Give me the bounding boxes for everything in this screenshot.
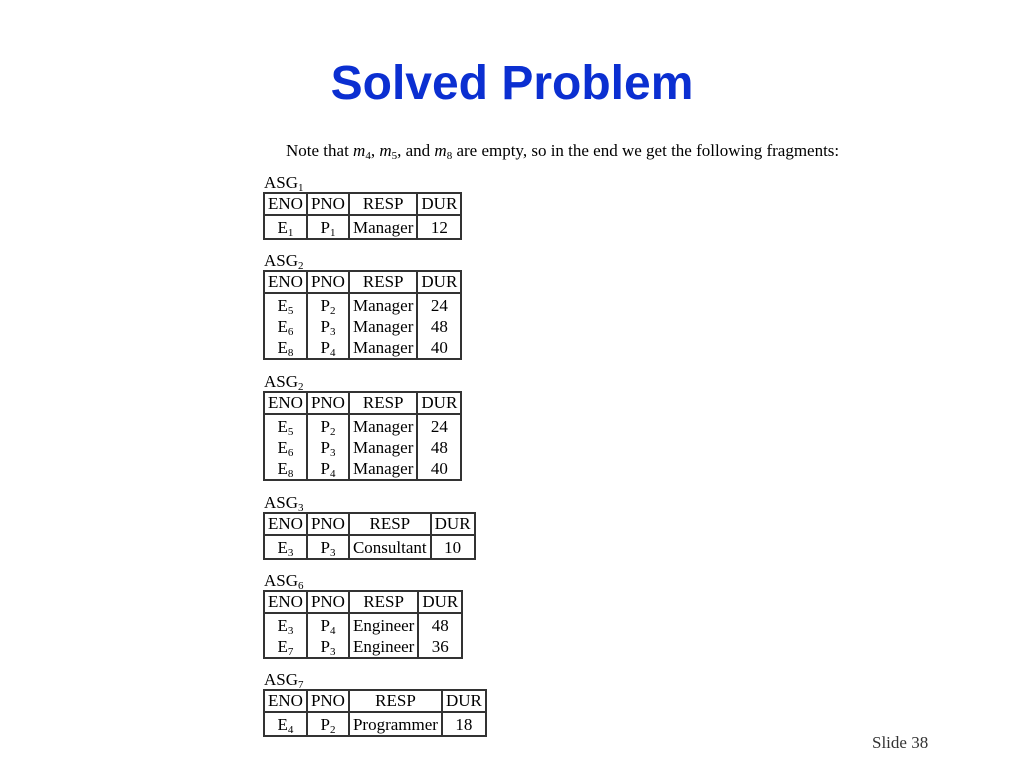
dur-cell: 24: [417, 414, 461, 437]
fragment-name: $ASG_6$: [264, 571, 304, 592]
dur-cell: 36: [418, 636, 462, 658]
fragment-table: [263, 689, 487, 737]
fragment-3: [263, 372, 462, 481]
fragment-2: [263, 251, 462, 360]
header-row: [264, 690, 486, 712]
pno-cell: $P_4$: [307, 337, 349, 359]
column-header: RESP: [349, 690, 442, 712]
pno-cell: $P_2$: [307, 293, 349, 316]
column-header: RESP: [349, 271, 417, 293]
column-header: ENO: [264, 193, 307, 215]
pno-cell: $P_2$: [307, 414, 349, 437]
dur-cell: 48: [418, 613, 462, 636]
table-row: [264, 215, 461, 239]
pno-cell: $P_4$: [307, 458, 349, 480]
resp-cell: Manager: [349, 414, 417, 437]
pno-cell: $P_3$: [307, 437, 349, 458]
column-header: DUR: [417, 392, 461, 414]
fragment-name: $ASG_2$: [264, 372, 304, 393]
eno-cell: $E_6$: [264, 437, 307, 458]
resp-cell: Engineer: [349, 613, 418, 636]
column-header: RESP: [349, 513, 431, 535]
column-header: RESP: [349, 591, 418, 613]
table-row: [264, 613, 462, 636]
column-header: ENO: [264, 392, 307, 414]
table-row: [264, 535, 475, 559]
resp-cell: Consultant: [349, 535, 431, 559]
eno-cell: $E_5$: [264, 293, 307, 316]
pno-cell: $P_4$: [307, 613, 349, 636]
column-header: RESP: [349, 392, 417, 414]
fragment-name: $ASG_7$: [264, 670, 304, 691]
dur-cell: 18: [442, 712, 486, 736]
eno-cell: $E_1$: [264, 215, 307, 239]
column-header: DUR: [442, 690, 486, 712]
note-text: Note that $m_4$, $m_5$, and $m_8$ are empty, so in the end we get the following fragments:: [286, 141, 840, 162]
column-header: DUR: [418, 591, 462, 613]
fragment-name: $ASG_3$: [264, 493, 304, 514]
resp-cell: Manager: [349, 437, 417, 458]
fragment-4: [263, 493, 476, 560]
dur-cell: 24: [417, 293, 461, 316]
column-header: ENO: [264, 591, 307, 613]
table-row: [264, 458, 461, 480]
eno-cell: $E_7$: [264, 636, 307, 658]
column-header: RESP: [349, 193, 417, 215]
eno-cell: $E_3$: [264, 535, 307, 559]
column-header: DUR: [431, 513, 475, 535]
column-header: DUR: [417, 193, 461, 215]
column-header: PNO: [307, 591, 349, 613]
dur-cell: 40: [417, 337, 461, 359]
table-row: [264, 414, 461, 437]
dur-cell: 10: [431, 535, 475, 559]
eno-cell: $E_8$: [264, 337, 307, 359]
header-row: [264, 193, 461, 215]
eno-cell: $E_3$: [264, 613, 307, 636]
table-row: [264, 636, 462, 658]
eno-cell: $E_4$: [264, 712, 307, 736]
resp-cell: Manager: [349, 316, 417, 337]
fragment-1: [263, 173, 462, 240]
fragment-table: [263, 192, 462, 240]
column-header: ENO: [264, 690, 307, 712]
resp-cell: Manager: [349, 215, 417, 239]
fragment-table: [263, 590, 463, 659]
table-row: [264, 712, 486, 736]
resp-cell: Manager: [349, 458, 417, 480]
column-header: PNO: [307, 392, 349, 414]
header-row: [264, 591, 462, 613]
fragment-name: $ASG_1$: [264, 173, 304, 194]
column-header: PNO: [307, 271, 349, 293]
dur-cell: 40: [417, 458, 461, 480]
fragment-table: [263, 270, 462, 360]
column-header: ENO: [264, 513, 307, 535]
pno-cell: $P_3$: [307, 316, 349, 337]
column-header: ENO: [264, 271, 307, 293]
dur-cell: 48: [417, 316, 461, 337]
fragment-6: [263, 670, 487, 737]
fragment-table: [263, 391, 462, 481]
resp-cell: Engineer: [349, 636, 418, 658]
eno-cell: $E_5$: [264, 414, 307, 437]
table-row: [264, 437, 461, 458]
resp-cell: Programmer: [349, 712, 442, 736]
pno-cell: $P_3$: [307, 636, 349, 658]
resp-cell: Manager: [349, 337, 417, 359]
pno-cell: $P_3$: [307, 535, 349, 559]
fragment-table: [263, 512, 476, 560]
slide-number: Slide 38: [872, 733, 929, 752]
table-row: [264, 316, 461, 337]
fragment-name: $ASG_2$: [264, 251, 304, 272]
eno-cell: $E_6$: [264, 316, 307, 337]
pno-cell: $P_2$: [307, 712, 349, 736]
eno-cell: $E_8$: [264, 458, 307, 480]
table-row: [264, 337, 461, 359]
dur-cell: 48: [417, 437, 461, 458]
fragment-5: [263, 571, 463, 659]
column-header: PNO: [307, 513, 349, 535]
column-header: PNO: [307, 193, 349, 215]
header-row: [264, 392, 461, 414]
dur-cell: 12: [417, 215, 461, 239]
slide-title: Solved Problem: [330, 57, 694, 110]
header-row: [264, 513, 475, 535]
column-header: PNO: [307, 690, 349, 712]
column-header: DUR: [417, 271, 461, 293]
resp-cell: Manager: [349, 293, 417, 316]
table-row: [264, 293, 461, 316]
pno-cell: $P_1$: [307, 215, 349, 239]
header-row: [264, 271, 461, 293]
